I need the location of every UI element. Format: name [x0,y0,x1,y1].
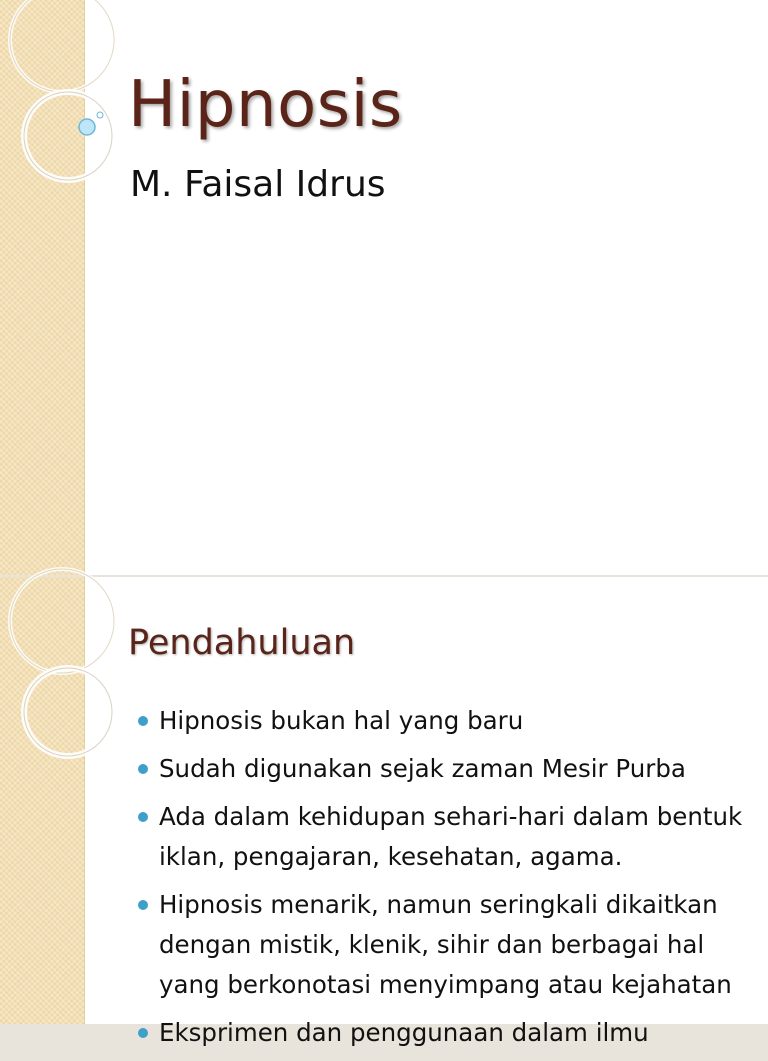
bullet-item [132,885,762,1005]
bubble-large [79,119,95,135]
decorative-rings [0,0,130,240]
bullet-text: Sudah digunakan sejak zaman Mesir Purba [159,754,686,783]
bullet-item [132,797,762,877]
bubble-small [97,112,103,118]
bullet-dot-icon [138,900,148,910]
slide-title-text: Hipnosis [128,68,403,142]
bullet-text: Hipnosis bukan hal yang baru [159,706,524,735]
ring-large [10,0,114,92]
slide-pendahuluan [0,577,768,1047]
section-heading: Pendahuluan [128,623,356,663]
bullet-item [132,749,762,789]
ring-large [10,569,114,673]
bullet-dot-icon [138,812,148,822]
slide-subtitle-author: M. Faisal Idrus [130,164,386,205]
bullet-item [132,701,762,741]
bullet-item [132,1013,762,1053]
bullet-dot-icon [138,764,148,774]
bullet-text: Hipnosis menarik, namun seringkali dikaitkan dengan mistik, klenik, sihir dan berbagai hal yang berkonotasi menyimpang atau kejahatan [159,890,732,999]
decorative-side-band [0,577,85,1024]
bullet-dot-icon [138,716,148,726]
bullet-dot-icon [138,1028,148,1038]
bullet-text: Eksprimen dan penggunaan dalam ilmu [159,1018,649,1047]
bullet-text: Ada dalam kehidupan sehari-hari dalam bentuk iklan, pengajaran, kesehatan, agama. [159,802,743,871]
decorative-side-band [0,0,85,575]
decorative-rings [0,577,130,777]
bullet-list [132,701,762,1061]
